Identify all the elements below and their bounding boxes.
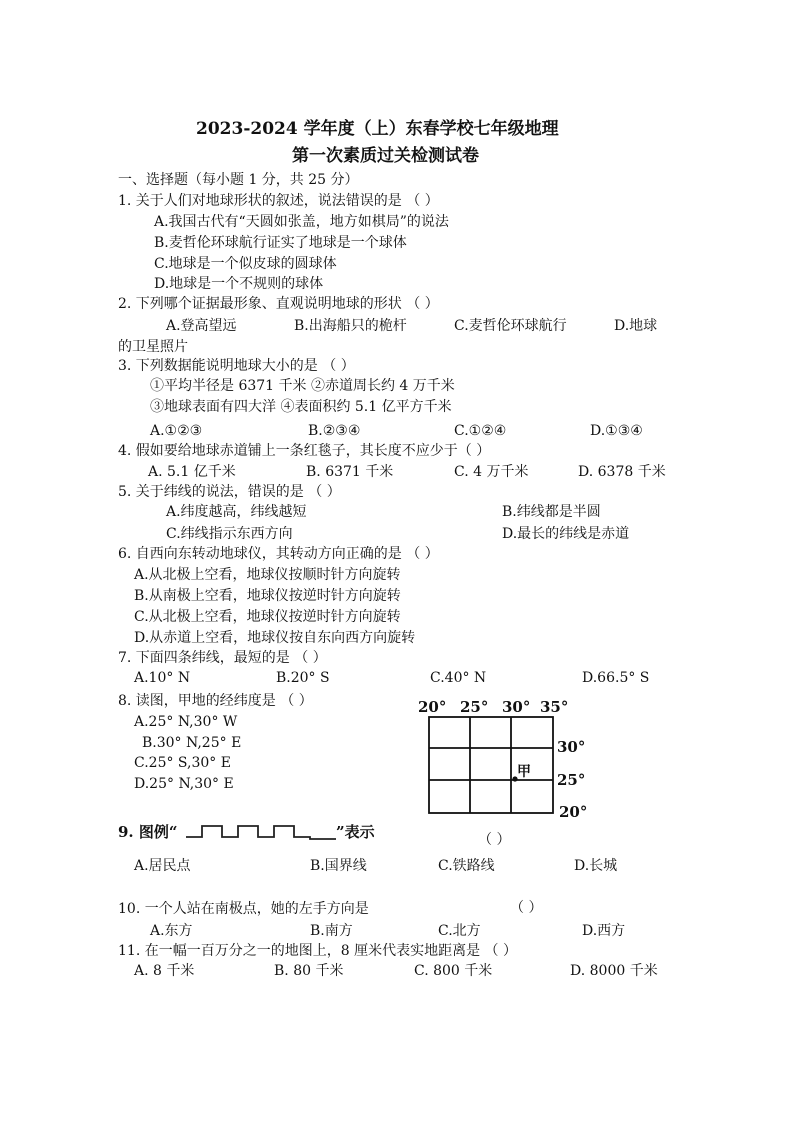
q9-option-d[interactable]: D.长城 bbox=[574, 858, 618, 874]
section-heading: 一、选择题（每小题 1 分，共 25 分） bbox=[118, 172, 359, 188]
q9-stem-suffix: ”表示 bbox=[336, 823, 375, 841]
q8-stem: 8. 读图，甲地的经纬度是 （ ） bbox=[118, 693, 313, 709]
exam-title-line1: 2023-2024 学年度（上）东春学校七年级地理 bbox=[196, 119, 559, 139]
lon-label-30: 30° bbox=[502, 698, 531, 716]
q10-answer-paren[interactable]: （ ） bbox=[510, 900, 543, 916]
q3-option-d[interactable]: D.①③④ bbox=[590, 423, 643, 439]
q3-option-b[interactable]: B.②③④ bbox=[308, 423, 361, 439]
lat-label-25: 25° bbox=[557, 771, 586, 789]
q9-answer-paren[interactable]: （ ） bbox=[478, 832, 511, 848]
q3-option-c[interactable]: C.①②④ bbox=[454, 423, 507, 439]
q1-option-b[interactable]: B.麦哲伦环球航行证实了地球是一个球体 bbox=[154, 235, 407, 251]
q5-option-d[interactable]: D.最长的纬线是赤道 bbox=[502, 526, 630, 542]
q8-option-d[interactable]: D.25° N,30° E bbox=[134, 776, 234, 792]
q9-option-a[interactable]: A.居民点 bbox=[134, 858, 191, 874]
q2-option-d[interactable]: D.地球 bbox=[614, 318, 658, 334]
q11-stem: 11. 在一幅一百万分之一的地图上，8 厘米代表实地距离是 （ ） bbox=[118, 943, 517, 959]
q6-option-b[interactable]: B.从南极上空看，地球仪按逆时针方向旋转 bbox=[134, 588, 401, 604]
grid-frame bbox=[429, 717, 553, 813]
q10-option-d[interactable]: D.西方 bbox=[582, 923, 626, 939]
q1-option-d[interactable]: D.地球是一个不规则的球体 bbox=[154, 276, 324, 292]
q8-option-a[interactable]: A.25° N,30° W bbox=[134, 714, 238, 730]
q7-option-b[interactable]: B.20° S bbox=[276, 670, 330, 686]
q7-option-a[interactable]: A.10° N bbox=[134, 670, 191, 686]
q10-stem: 10. 一个人站在南极点，她的左手方向是 bbox=[118, 901, 369, 917]
q11-option-a[interactable]: A. 8 千米 bbox=[134, 963, 195, 979]
q5-option-a[interactable]: A.纬度越高，纬线越短 bbox=[166, 504, 307, 520]
lon-label-20: 20° bbox=[418, 698, 447, 716]
q6-stem: 6. 自西向东转动地球仪，其转动方向正确的是 （ ） bbox=[118, 546, 439, 562]
q7-stem: 7. 下面四条纬线，最短的是 （ ） bbox=[118, 650, 327, 666]
q6-option-d[interactable]: D.从赤道上空看，地球仪按自东向西方向旋转 bbox=[134, 630, 416, 646]
q3-option-a[interactable]: A.①②③ bbox=[150, 423, 203, 439]
lat-label-30: 30° bbox=[557, 738, 586, 756]
q2-stem: 2. 下列哪个证据最形象、直观说明地球的形状 （ ） bbox=[118, 296, 439, 312]
q11-option-d[interactable]: D. 8000 千米 bbox=[570, 963, 658, 979]
q5-option-c[interactable]: C.纬线指示东西方向 bbox=[166, 526, 293, 542]
q6-option-a[interactable]: A.从北极上空看，地球仪按顺时针方向旋转 bbox=[134, 567, 401, 583]
lat-lon-grid-figure bbox=[410, 692, 600, 822]
q4-option-b[interactable]: B. 6371 千米 bbox=[306, 464, 394, 480]
q3-statement-line2: ③地球表面有四大洋 ④表面积约 5.1 亿平方千米 bbox=[150, 399, 452, 415]
q9-option-b[interactable]: B.国界线 bbox=[310, 858, 367, 874]
q3-statement-line1: ①平均半径是 6371 千米 ②赤道周长约 4 万千米 bbox=[150, 378, 455, 394]
q3-stem: 3. 下列数据能说明地球大小的是 （ ） bbox=[118, 358, 355, 374]
lon-label-35: 35° bbox=[540, 698, 569, 716]
q1-option-a[interactable]: A.我国古代有“天圆如张盖，地方如棋局”的说法 bbox=[154, 214, 449, 230]
q9-option-c[interactable]: C.铁路线 bbox=[438, 858, 495, 874]
q4-option-d[interactable]: D. 6378 千米 bbox=[578, 464, 666, 480]
q9-stem-prefix: 9. 图例“ bbox=[118, 823, 178, 841]
q5-stem: 5. 关于纬线的说法，错误的是 （ ） bbox=[118, 484, 341, 500]
q8-option-c[interactable]: C.25° S,30° E bbox=[134, 755, 231, 771]
q2-option-a[interactable]: A.登高望远 bbox=[166, 318, 237, 334]
q10-option-c[interactable]: C.北方 bbox=[438, 923, 481, 939]
q7-option-d[interactable]: D.66.5° S bbox=[582, 670, 650, 686]
q7-option-c[interactable]: C.40° N bbox=[430, 670, 487, 686]
q1-stem: 1. 关于人们对地球形状的叙述，说法错误的是 （ ） bbox=[118, 193, 439, 209]
q10-option-b[interactable]: B.南方 bbox=[310, 923, 353, 939]
q4-stem: 4. 假如要给地球赤道铺上一条红毯子，其长度不应少于（ ） bbox=[118, 443, 491, 459]
q4-option-c[interactable]: C. 4 万千米 bbox=[454, 464, 529, 480]
q5-option-b[interactable]: B.纬线都是半圆 bbox=[502, 504, 601, 520]
exam-title-line2: 第一次素质过关检测试卷 bbox=[292, 146, 479, 166]
q4-option-a[interactable]: A. 5.1 亿千米 bbox=[148, 464, 236, 480]
q6-option-c[interactable]: C.从北极上空看，地球仪按逆时针方向旋转 bbox=[134, 609, 401, 625]
great-wall-legend-symbol bbox=[186, 822, 336, 842]
lon-label-25: 25° bbox=[460, 698, 489, 716]
point-jia-label: 甲 bbox=[517, 764, 531, 780]
q2-option-b[interactable]: B.出海船只的桅杆 bbox=[294, 318, 407, 334]
q2-option-d-continued: 的卫星照片 bbox=[118, 339, 188, 355]
q8-option-b[interactable]: B.30° N,25° E bbox=[142, 735, 242, 751]
q11-option-b[interactable]: B. 80 千米 bbox=[274, 963, 344, 979]
lat-label-20: 20° bbox=[559, 803, 588, 821]
q2-option-c[interactable]: C.麦哲伦环球航行 bbox=[454, 318, 567, 334]
q11-option-c[interactable]: C. 800 千米 bbox=[414, 963, 493, 979]
q1-option-c[interactable]: C.地球是一个似皮球的圆球体 bbox=[154, 256, 337, 272]
q10-option-a[interactable]: A.东方 bbox=[150, 923, 193, 939]
